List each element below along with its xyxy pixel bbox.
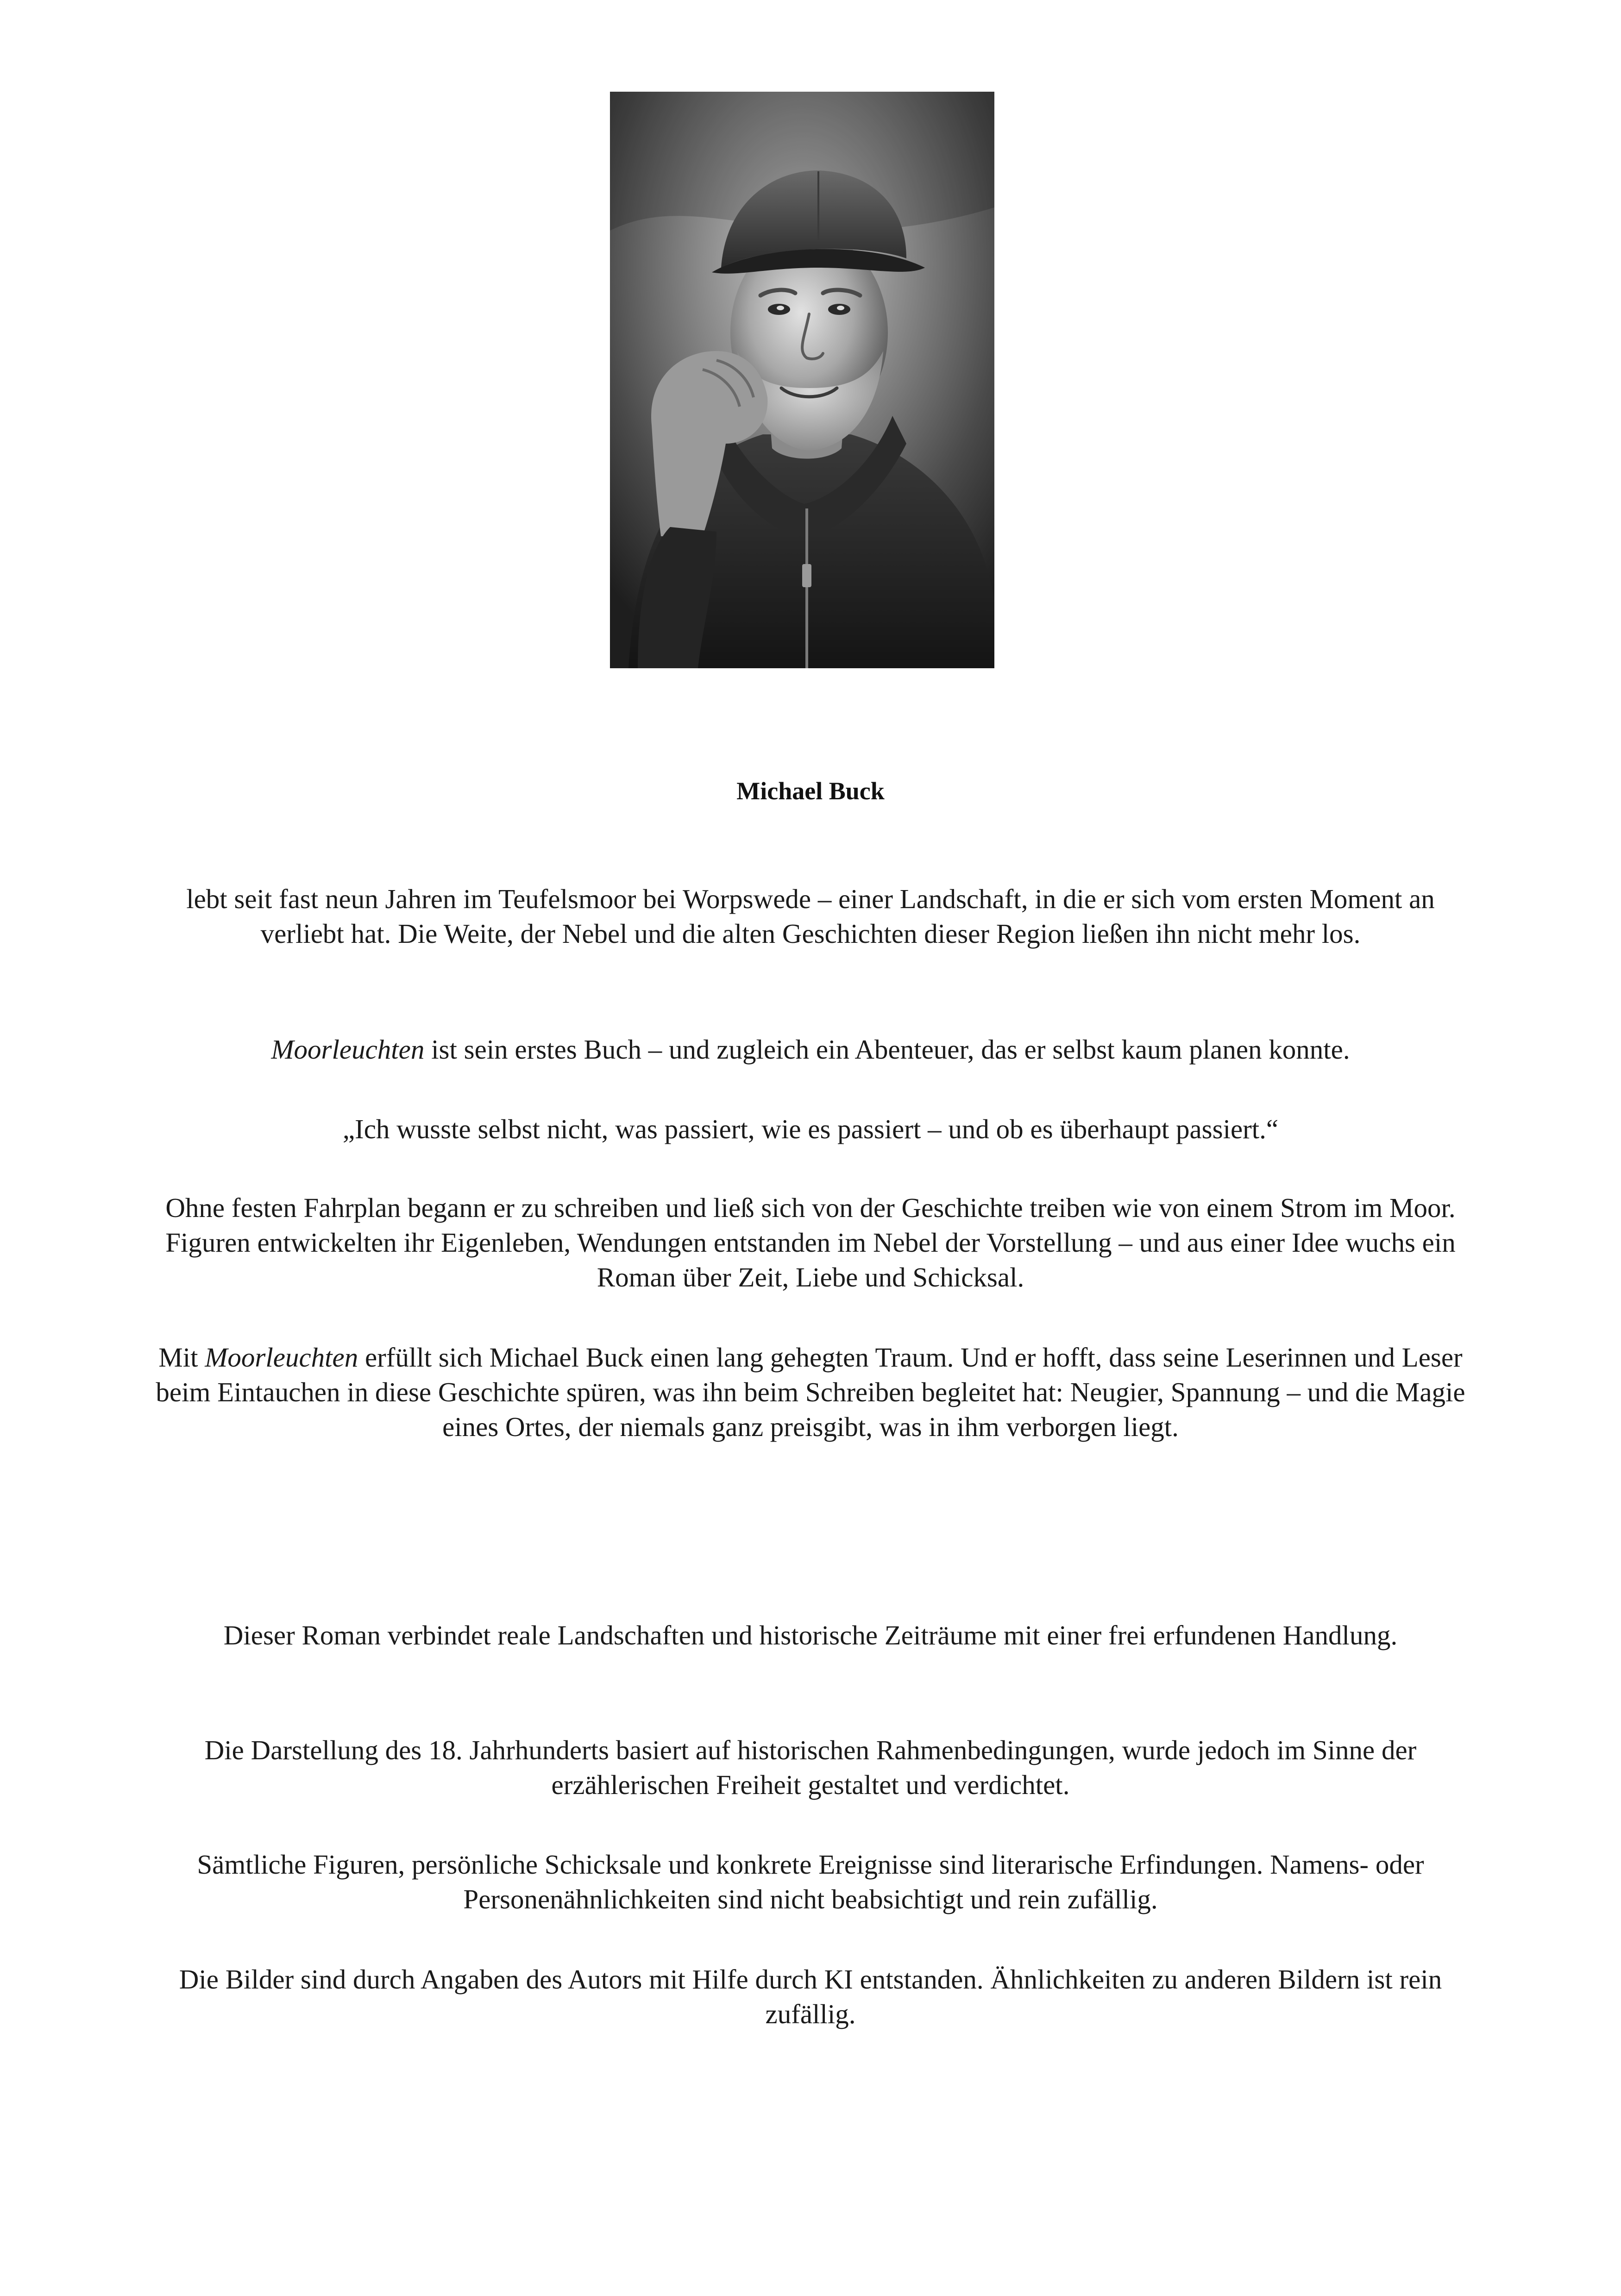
disclaimer-paragraph-4: Die Bilder sind durch Angaben des Autors mit Hilfe durch KI entstanden. Ähnlichkeiten zu anderen Bildern ist rein zufällig. xyxy=(179,1964,1442,2029)
portrait-photo-icon xyxy=(610,92,994,668)
bio-paragraph-1: lebt seit fast neun Jahren im Teufelsmoor bei Worpswede – einer Landschaft, in die er sich vom ersten Moment an verliebt hat. Die Weite, der Nebel und die alten Geschichten dieser Region ließen ihn nicht mehr los. xyxy=(186,884,1435,949)
disclaimer-paragraph-1: Dieser Roman verbindet reale Landschaften und historische Zeiträume mit einer frei erfundenen Handlung. xyxy=(223,1620,1398,1650)
disclaimer-paragraph-2: Die Darstellung des 18. Jahrhunderts basiert auf historischen Rahmenbedingungen, wurde jedoch im Sinne der erzählerischen Freiheit gestaltet und verdichtet. xyxy=(204,1735,1417,1800)
disclaimer-paragraph-3: Sämtliche Figuren, persönliche Schicksale und konkrete Ereignisse sind literarische Erfindungen. Namens- oder Personenähnlichkeiten sind nicht beabsichtigt und rein zufällig. xyxy=(197,1849,1424,1914)
bio-paragraph-5-start: Mit xyxy=(158,1342,205,1373)
bio-paragraph-2-text: ist sein erstes Buch – und zugleich ein Abenteuer, das er selbst kaum planen konnte. xyxy=(424,1034,1350,1065)
author-name: Michael Buck xyxy=(736,777,885,805)
bio-paragraph-5 xyxy=(153,1340,1468,1444)
author-portrait xyxy=(610,92,994,668)
book-title: Moorleuchten xyxy=(271,1034,425,1065)
author-quote: „Ich wusste selbst nicht, was passiert, wie es passiert – und ob es überhaupt passiert.“ xyxy=(342,1114,1279,1144)
bio-paragraph-5-text: erfüllt sich Michael Buck einen lang gehegten Traum. Und er hofft, dass seine Leserinnen und Leser beim Eintauchen in diese Geschichte spüren, was ihn beim Schreiben begleitet hat: Neugier, Spannung – und die Magie eines Ortes, der niemals ganz preisgibt, was in ihm verborgen liegt. xyxy=(156,1342,1465,1442)
book-title: Moorleuchten xyxy=(205,1342,358,1373)
bio-paragraph-2 xyxy=(153,1032,1468,1067)
bio-paragraph-4: Ohne festen Fahrplan begann er zu schreiben und ließ sich von der Geschichte treiben wie von einem Strom im Moor. Figuren entwickelten ihr Eigenleben, Wendungen entstanden im Nebel der Vorstellung – und aus einer Idee wuchs ein Roman über Zeit, Liebe und Schicksal. xyxy=(165,1192,1456,1292)
